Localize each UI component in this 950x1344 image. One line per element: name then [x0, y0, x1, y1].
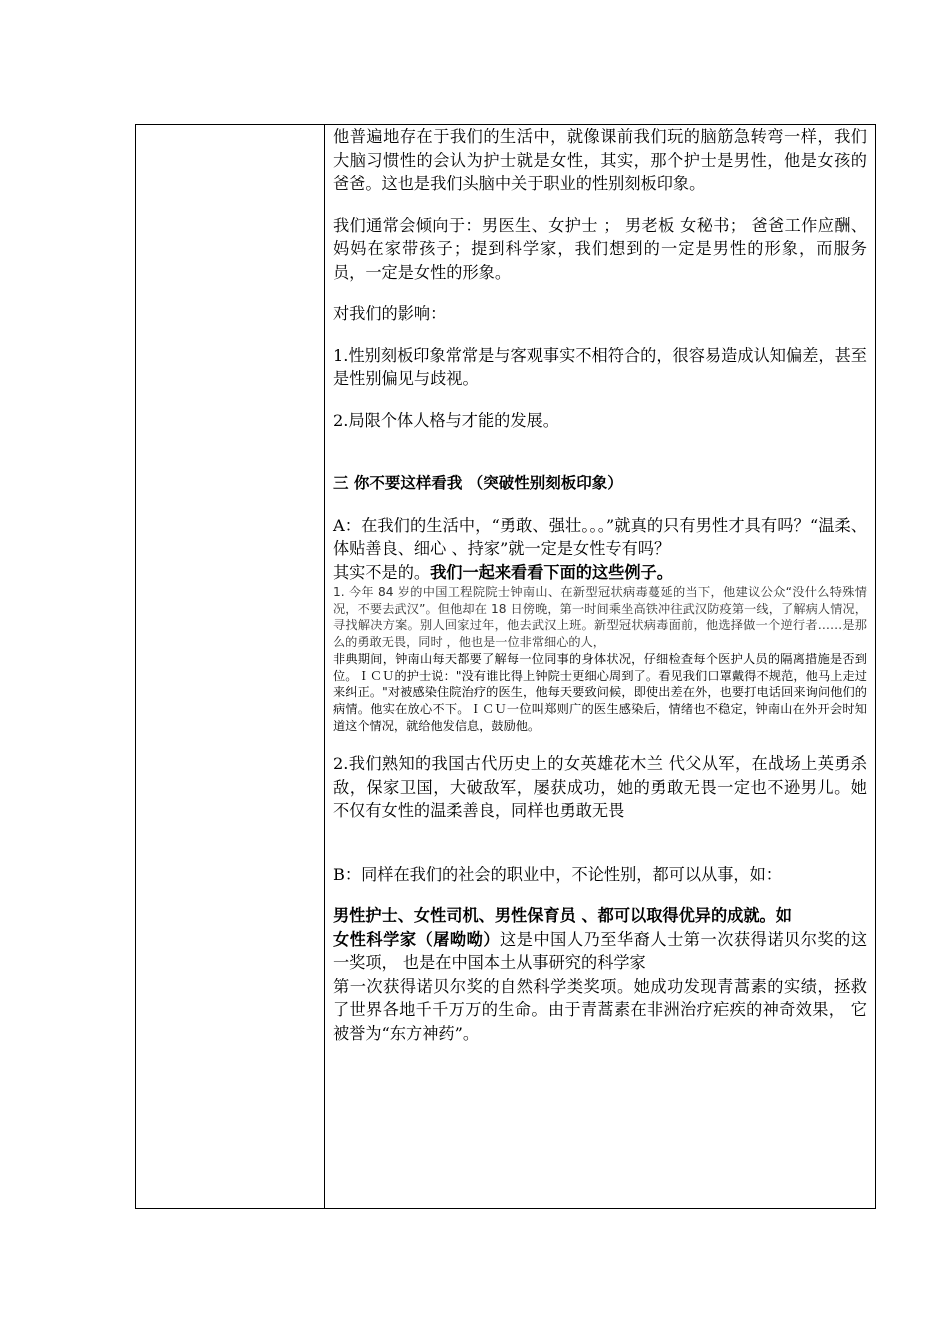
table-right-cell [325, 125, 875, 1208]
careers-paragraph: 男性护士、女性司机、男性保育员 、都可以取得优异的成就。如 [333, 906, 792, 926]
scientist-paragraph [333, 928, 867, 975]
table-left-cell [136, 125, 325, 1208]
lead-bold: 我们一起来看看下面的这些例子。 [430, 562, 673, 582]
paragraph-impact-2: 2.局限个体人格与才能的发展。 [333, 410, 559, 430]
paragraph-intro: 他普遍地存在于我们的生活中，就像课前我们玩的脑筋急转弯一样，我们大脑习惯性的会认为护士就是女性，其实，那个护士是男性，他是女孩的爸爸。这也是我们头脑中关于职业的性别刻板印象。 [333, 127, 867, 193]
section-heading-3: 三 你不要这样看我 （突破性别刻板印象） [333, 474, 623, 492]
example-1-part-b: 非典期间，钟南山每天都要了解每一位同事的身体状况，仔细检查每个医护人员的隔离措施是否到位。ＩＣＵ的护士说："没有谁比得上钟院士更细心周到了。看见我们口罩戴得不规范，他马上走过来纠正。"对被感染住院治疗的医生，他每天要致问候，即使出差在外，也要打电话回来询问他们的病情。他实在放心不下。ＩＣＵ一位叫郑则广的医生感染后，情绪也不稳定，钟南山在外开会时知道这个情况，就给他发信息，鼓励他。 [333, 651, 867, 733]
paragraph-lead [333, 561, 867, 585]
example-1-part-a: 1. 今年 84 岁的中国工程院院士钟南山、在新型冠状病毒蔓延的当下，他建议公众“没什么特殊情况，不要去武汉”。但他却在 18 日傍晚，第一时间乘坐高铁冲往武汉防疫第一线，了解病人情况，寻找解决方案。别人回家过年，他去武汉上班。新型冠状病毒面前，他选择做一个逆行者……是那么的勇敢无畏，同时 ，他也是一位非常细心的人， [333, 585, 867, 650]
scientist-achievement: 第一次获得诺贝尔奖的自然科学类奖项。她成功发现青蒿素的实绩，拯救了世界各地千千万万的生命。由于青蒿素在非洲治疗疟疾的神奇效果， 它被誉为“东方神药”。 [333, 976, 867, 1043]
example-2: 2.我们熟知的我国古代历史上的女英雄花木兰 代父从军，在战场上英勇杀敌，保家卫国，大破敌军，屡获成功，她的勇敢无畏一定也不逊男儿。她不仅有女性的温柔善良，同样也勇敢无畏 [333, 754, 867, 821]
scientist-rest: 第一次获得诺贝尔奖的这一奖项， 也是在中国本土从事研究的科学家 [333, 929, 868, 973]
scientist-note: 这是中国人乃至华裔人士 [500, 929, 684, 949]
paragraph-tendency: 我们通常会倾向于：男医生、女护士 ； 男老板 女秘书； 爸爸工作应酬、妈妈在家带孩子；提到科学家，我们想到的一定是男性的形象，而服务员，一定是女性的形象。 [333, 215, 867, 282]
paragraph-b: B：同样在我们的社会的职业中，不论性别，都可以从事，如： [333, 864, 782, 884]
paragraph-a: A：在我们的生活中，“勇敢、强壮。。。”就真的只有男性才具有吗？“温柔、体贴善良、细心 、持家”就一定是女性专有吗？ [333, 515, 867, 558]
paragraph-impact-1: 1.性别刻板印象常常是与客观事实不相符合的，很容易造成认知偏差，甚至是性别偏见与歧视。 [333, 345, 867, 388]
scientist-name: 女性科学家（屠呦呦） [333, 929, 501, 949]
lead-plain: 其实不是的。 [333, 562, 431, 582]
paragraph-impact-title: 对我们的影响： [333, 304, 447, 323]
document-table [135, 124, 876, 1209]
